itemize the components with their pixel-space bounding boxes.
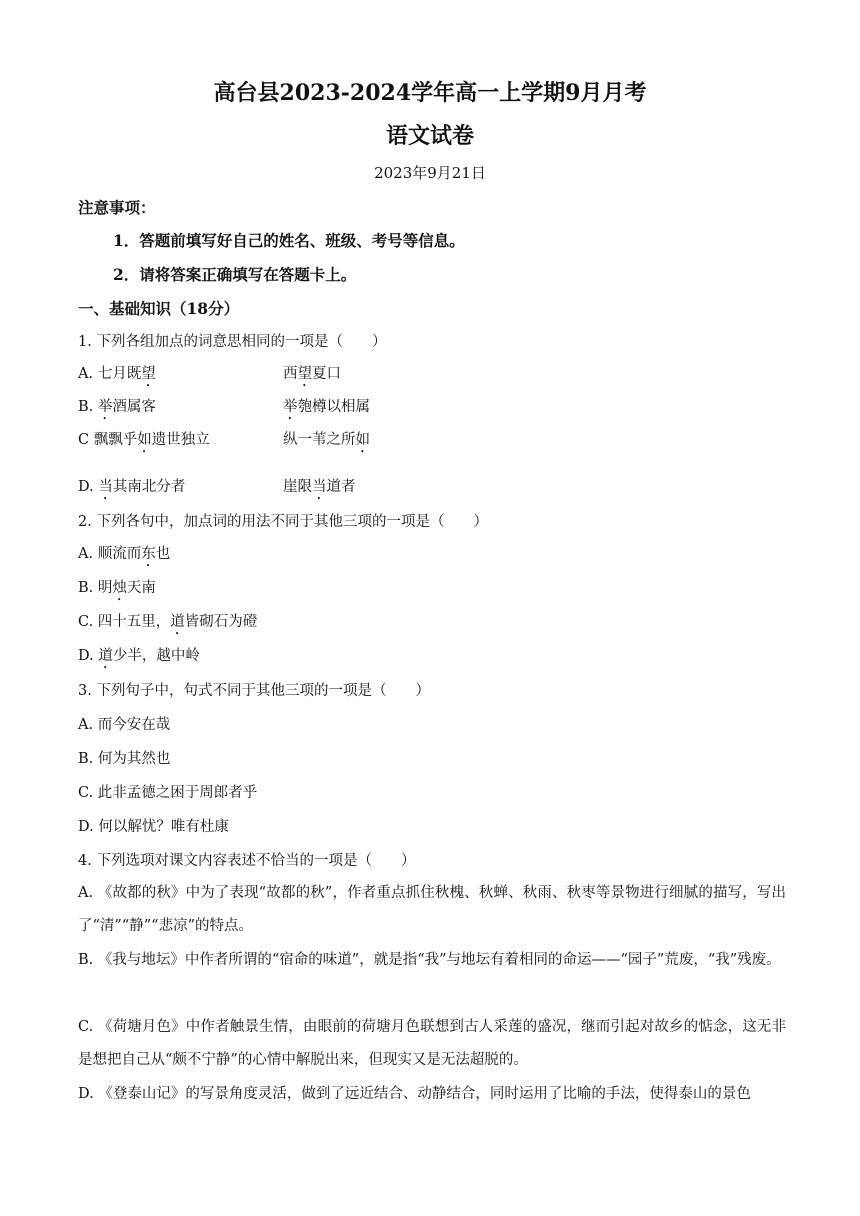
- q3-option-c: C. 此非孟德之困于周郎者乎: [78, 785, 258, 801]
- q1-option-d-right: 崖限当道者: [283, 479, 356, 495]
- q4-option-c: C. 《荷塘月色》中作者触景生情，由眼前的荷塘月色联想到古人采莲的盛况，继而引起对故乡的惦念，这无非是想把自己从“颇不宁静”的心情中解脱出来，但现实又是无法超脱的。: [78, 1019, 786, 1068]
- q3-option-b: B. 何为其然也: [78, 751, 171, 767]
- q1-option-b-right: 举匏樽以相属: [283, 399, 370, 415]
- q1-option-c-left: C 飘飘乎如遗世独立: [78, 432, 210, 448]
- q3-stem: 3. 下列句子中，句式不同于其他三项的一项是（ ）: [78, 683, 430, 699]
- dotted-word: 烛: [112, 580, 127, 596]
- option-label: A.: [78, 366, 94, 382]
- q4-option-a: A. 《故都的秋》中为了表现“故都的秋”，作者重点抓住秋槐、秋蝉、秋雨、秋枣等景物进行细腻的描写，写出了“清”“静”“悲凉”的特点。: [78, 885, 786, 934]
- section-heading: 一、基础知识（18分）: [78, 299, 240, 318]
- option-label: A.: [78, 546, 94, 562]
- dotted-word: 东: [141, 546, 156, 562]
- q3-option-d: D. 何以解忧？唯有杜康: [78, 819, 229, 835]
- q2-option-c: C. 四十五里，道皆砌石为磴: [78, 614, 258, 630]
- dotted-word: 举: [283, 399, 298, 415]
- q3-option-a: A. 而今安在哉: [78, 717, 171, 733]
- option-label: C.: [78, 614, 94, 630]
- option-label: C: [78, 432, 90, 448]
- notice-item-2: 2．请将答案正确填写在答题卡上。: [113, 265, 357, 284]
- q1-option-a-left: A. 七月既望: [78, 366, 156, 382]
- dotted-word: 望: [141, 366, 156, 382]
- dotted-word: 当: [98, 479, 113, 495]
- q4-option-d: D. 《登泰山记》的写景角度灵活，做到了远近结合、动静结合，同时运用了比喻的手法，使得泰山的景色: [78, 1086, 751, 1102]
- dotted-word: 望: [297, 366, 312, 382]
- option-label: B.: [78, 399, 94, 415]
- q1-stem: 1. 下列各组加点的词意思相同的一项是（ ）: [78, 334, 387, 350]
- dotted-word: 道: [98, 648, 113, 664]
- q1-option-a-right: 西望夏口: [283, 366, 341, 382]
- exam-title: 高台县2023-2024学年高一上学期9月月考: [213, 80, 647, 106]
- q4-option-b: B. 《我与地坛》中作者所谓的“宿命的味道”，就是指“我”与地坛有着相同的命运——“园子”荒废，“我”残废。: [78, 952, 781, 968]
- q1-option-c-right: 纵一苇之所如: [283, 432, 370, 448]
- q2-option-a: A. 顺流而东也: [78, 546, 171, 562]
- dotted-word: 如: [137, 432, 152, 448]
- q4-stem: 4. 下列选项对课文内容表述不恰当的一项是（ ）: [78, 853, 416, 869]
- option-label: B.: [78, 580, 94, 596]
- q2-option-b: B. 明烛天南: [78, 580, 156, 596]
- q2-stem: 2. 下列各句中，加点词的用法不同于其他三项的一项是（ ）: [78, 514, 488, 530]
- exam-subtitle: 语文试卷: [385, 123, 474, 149]
- dotted-word: 当: [312, 479, 327, 495]
- dotted-word: 举: [97, 399, 113, 415]
- option-label: D.: [78, 479, 94, 495]
- dotted-word: 道: [170, 614, 185, 630]
- q1-option-b-left: B. 举酒属客: [78, 399, 156, 415]
- exam-date: 2023年9月21日: [374, 164, 486, 182]
- q1-option-d-left: D. 当其南北分者: [78, 479, 186, 495]
- notice-item-1: 1．答题前填写好自己的姓名、班级、考号等信息。: [113, 231, 465, 250]
- option-label: D.: [78, 648, 94, 664]
- q2-option-d: D. 道少半，越中岭: [78, 648, 200, 664]
- notice-heading: 注意事项：: [78, 198, 156, 217]
- dotted-word: 如: [355, 432, 370, 448]
